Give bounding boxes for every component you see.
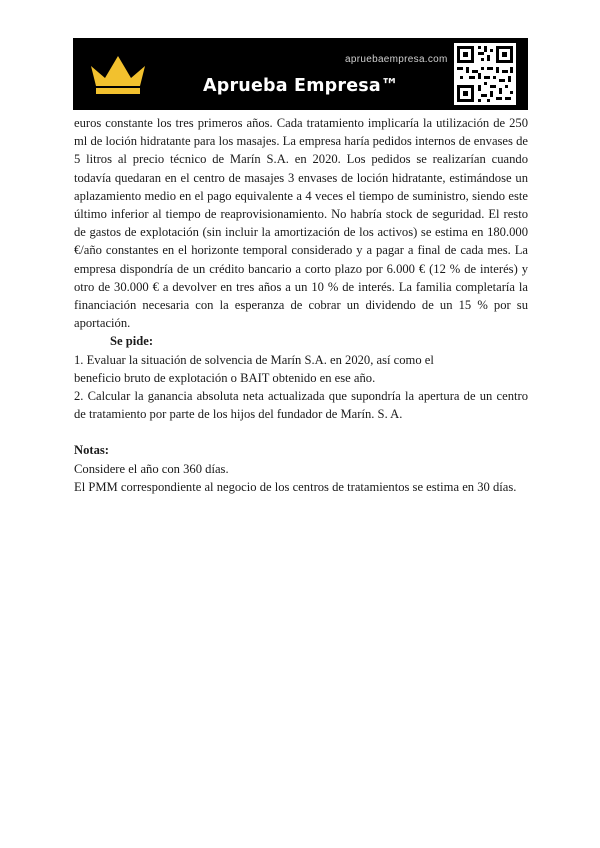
header-banner bbox=[73, 38, 528, 110]
body-paragraph: euros constante los tres primeros años. Cada tratamiento implicaría la utilización de 250 ml de loción hidratante para los masajes. La empresa haría pedidos internos de envases de 5 litros al precio técnico de Marín S.A. en 2020. Los pedidos se realizarían cuando todavía quedaran en el centro de masajes 3 envases de loción hidratante, estimándose un aplazamiento medio en el pago equivalente a 4 veces el tiempo de suministro, siendo este último inferior al tiempo de reaprovisionamiento. No habría stock de seguridad. El resto de gastos de explotación (sin incluir la amortización de los activos) se estima en 180.000 €/año constantes en el horizonte temporal considerado y a pagar a final de cada mes. La empresa dispondría de un crédito bancario a corto plazo por 6.000 € (12 % de interés) y otro de 30.000 € a devolver en tres años a un 10 % de interés. La familia completaría la financiación necesaria con la esperanza de cobrar un dividendo de un 15 % por su aportación. bbox=[74, 116, 528, 331]
brand-title: Aprueba Empresa™ bbox=[203, 76, 399, 96]
qr-code-icon bbox=[454, 43, 516, 105]
document-body bbox=[74, 114, 528, 496]
note-1: Considere el año con 360 días. bbox=[74, 461, 229, 476]
note-2: El PMM correspondiente al negocio de los centros de tratamientos se estima en 30 días. bbox=[74, 479, 517, 494]
task-2: 2. Calcular la ganancia absoluta neta actualizada que supondría la apertura de un centro de tratamiento por parte de los hijos del fundador de Marín. S. A. bbox=[74, 389, 528, 422]
spacer bbox=[74, 423, 528, 441]
site-url[interactable]: apruebaempresa.com bbox=[345, 54, 448, 65]
se-pide-heading: Se pide: bbox=[110, 334, 154, 349]
task-1-line-1: 1. Evaluar la situación de solvencia de Marín S.A. en 2020, así como el bbox=[74, 352, 434, 367]
task-1-line-2: beneficio bruto de explotación o BAIT obtenido en ese año. bbox=[74, 370, 376, 385]
crown-icon bbox=[87, 52, 149, 96]
notes-heading: Notas: bbox=[74, 443, 109, 458]
